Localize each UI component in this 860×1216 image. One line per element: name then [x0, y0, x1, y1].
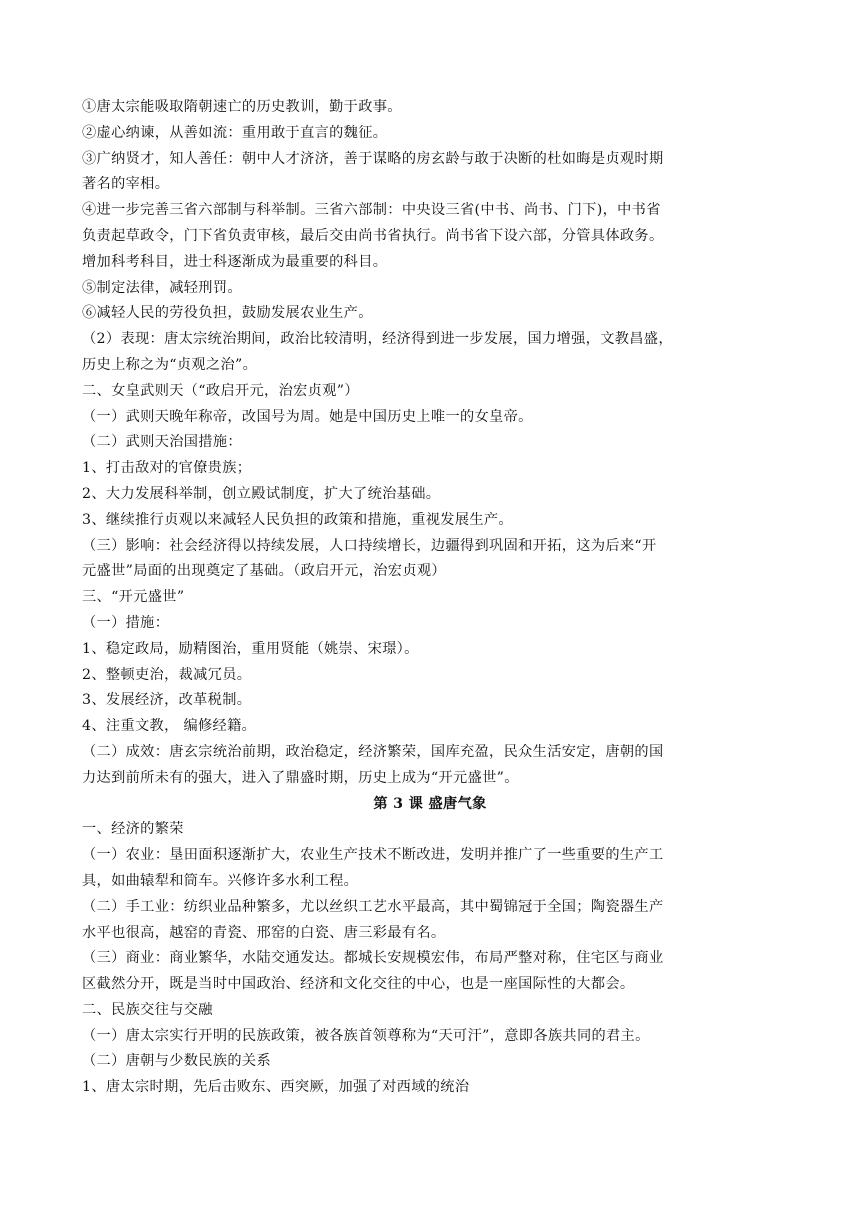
- text-line: 2、整顿吏治，裁减冗员。: [82, 666, 252, 683]
- text-line: 1、打击敌对的官僚贵族；: [82, 460, 252, 477]
- text-line: 1、唐太宗时期，先后击败东、西突厥，加强了对西域的统治: [82, 1079, 470, 1096]
- text-line: 负责起草政令，门下省负责审核，最后交由尚书省执行。尚书省下设六部，分管具体政务。: [82, 227, 664, 244]
- text-line: ①唐太宗能吸取隋朝速亡的历史教训，勤于政事。: [82, 99, 402, 115]
- text-line: 4、注重文教， 编修经籍。: [82, 718, 257, 735]
- text-line: （一）措施：: [82, 614, 170, 631]
- text-line: （二）手工业：纺织业品种繁多，尤以丝织工艺水平最高，其中蜀锦冠于全国；陶瓷器生产: [82, 898, 664, 915]
- text-line: 力达到前所未有的强大，进入了鼎盛时期，历史上成为“开元盛世”。: [82, 769, 519, 786]
- text-line: 著名的宰相。: [82, 176, 170, 193]
- text-line: （一）唐太宗实行开明的民族政策，被各族首领尊称为“天可汗”，意即各族共同的君主。: [82, 1027, 650, 1044]
- text-line: 水平也很高，越窑的青瓷、邢窑的白瓷、唐三彩最有名。: [82, 924, 446, 941]
- text-line: 1、稳定政局，励精图治，重用贤能（姚崇、宋璟）。: [82, 640, 419, 657]
- lesson-title: 第 3 课 盛唐气象: [373, 795, 487, 812]
- text-line: （三）商业：商业繁华，水陆交通发达。都城长安规模宏伟，布局严整对称，住宅区与商业: [82, 950, 664, 967]
- section-heading: 一、经济的繁荣: [82, 821, 184, 838]
- text-line: ④进一步完善三省六部制与科举制。三省六部制：中央设三省(中书、尚书、门下)，中书省: [82, 202, 661, 219]
- text-line: 2、大力发展科举制，创立殿试制度，扩大了统治基础。: [82, 485, 441, 502]
- text-line: 3、发展经济，改革税制。: [82, 692, 252, 709]
- text-line: （二）成效：唐玄宗统治前期，政治稳定，经济繁荣，国库充盈，民众生活安定，唐朝的国: [82, 743, 664, 760]
- text-line: ②虚心纳谏，从善如流：重用敢于直言的魏征。: [82, 124, 388, 141]
- text-line: ⑥减轻人民的劳役负担，鼓励发展农业生产。: [82, 305, 373, 322]
- text-line: （二）唐朝与少数民族的关系: [82, 1053, 271, 1070]
- text-line: 历史上称之为“贞观之治”。: [82, 356, 258, 373]
- text-line: （一）武则天晚年称帝，改国号为周。她是中国历史上唯一的女皇帝。: [82, 408, 533, 425]
- text-line: 3、继续推行贞观以来减轻人民负担的政策和措施，重视发展生产。: [82, 511, 513, 528]
- text-line: 区截然分开，既是当时中国政治、经济和文化交往的中心，也是一座国际性的大都会。: [82, 976, 635, 993]
- section-heading: 三、“开元盛世”: [82, 589, 185, 606]
- section-heading: 二、女皇武则天（“政启开元，治宏贞观”）: [82, 382, 359, 399]
- text-line: （三）影响：社会经济得以持续发展，人口持续增长，边疆得到巩固和开拓，这为后来“开: [82, 537, 657, 554]
- text-line: （一）农业：垦田面积逐渐扩大，农业生产技术不断改进，发明并推广了一些重要的生产工: [82, 847, 664, 864]
- section-heading: 二、民族交往与交融: [82, 1001, 213, 1018]
- text-line: ⑤制定法律，减轻刑罚。: [82, 279, 242, 296]
- text-line: （2）表现：唐太宗统治期间，政治比较清明，经济得到进一步发展，国力增强，文教昌盛，: [82, 331, 673, 348]
- text-line: 具，如曲辕犁和筒车。兴修许多水利工程。: [82, 872, 359, 889]
- text-line: ③广纳贤才，知人善任：朝中人才济济，善于谋略的房玄龄与敢于决断的杜如晦是贞观时期: [82, 150, 664, 167]
- document-body: [82, 95, 778, 1101]
- text-line: （二）武则天治国措施：: [82, 434, 242, 451]
- text-line: 元盛世”局面的出现奠定了基础。（政启开元，治宏贞观）: [82, 563, 446, 580]
- text-line: 增加科考科目，进士科逐渐成为最重要的科目。: [82, 253, 388, 270]
